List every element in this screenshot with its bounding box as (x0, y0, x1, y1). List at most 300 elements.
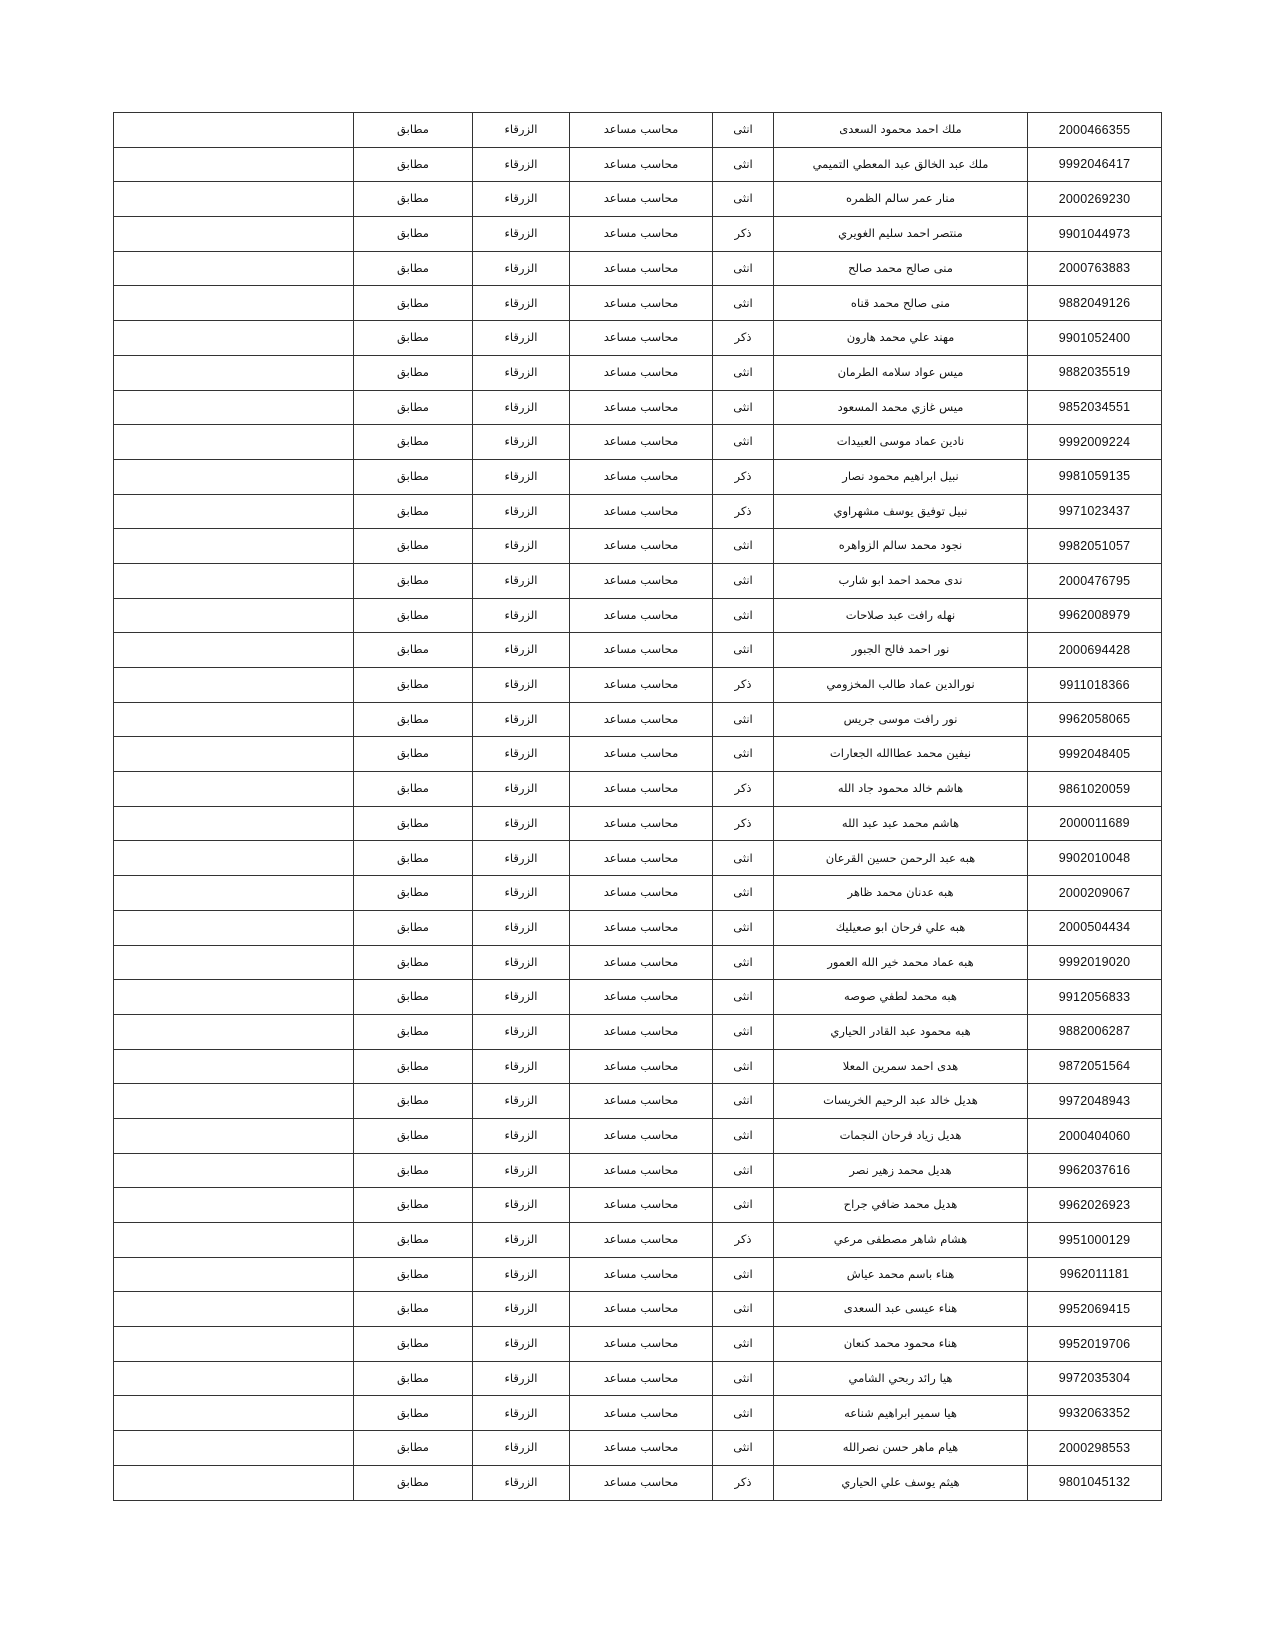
national-id-cell: 9962008979 (1028, 598, 1162, 633)
table-row (114, 841, 1162, 876)
full-name-cell: نور احمد فالح الجبور (774, 633, 1028, 668)
match-status-cell: مطابق (354, 321, 473, 356)
job-title-cell: محاسب مساعد (570, 910, 713, 945)
full-name-cell: هبه عدنان محمد ظاهر (774, 876, 1028, 911)
table-row (114, 1084, 1162, 1119)
notes-cell (114, 1257, 354, 1292)
match-status-cell: مطابق (354, 1292, 473, 1327)
match-status-cell: مطابق (354, 113, 473, 148)
national-id-cell: 9992009224 (1028, 425, 1162, 460)
national-id-cell: 9952019706 (1028, 1327, 1162, 1362)
match-status-cell: مطابق (354, 633, 473, 668)
gender-cell: ذكر (713, 668, 774, 703)
full-name-cell: هيام ماهر حسن نصرالله (774, 1431, 1028, 1466)
match-status-cell: مطابق (354, 147, 473, 182)
notes-cell (114, 1465, 354, 1500)
job-title-cell: محاسب مساعد (570, 1465, 713, 1500)
match-status-cell: مطابق (354, 1118, 473, 1153)
national-id-cell: 2000011689 (1028, 806, 1162, 841)
city-cell: الزرقاء (473, 945, 570, 980)
notes-cell (114, 1153, 354, 1188)
city-cell: الزرقاء (473, 1153, 570, 1188)
gender-cell: انثى (713, 1153, 774, 1188)
national-id-cell: 2000466355 (1028, 113, 1162, 148)
gender-cell: انثى (713, 425, 774, 460)
table-row (114, 702, 1162, 737)
match-status-cell: مطابق (354, 286, 473, 321)
match-status-cell: مطابق (354, 1465, 473, 1500)
notes-cell (114, 980, 354, 1015)
notes-cell (114, 876, 354, 911)
gender-cell: انثى (713, 702, 774, 737)
full-name-cell: ندى محمد احمد ابو شارب (774, 563, 1028, 598)
job-title-cell: محاسب مساعد (570, 390, 713, 425)
national-id-cell: 9951000129 (1028, 1223, 1162, 1258)
gender-cell: ذكر (713, 217, 774, 252)
city-cell: الزرقاء (473, 113, 570, 148)
gender-cell: انثى (713, 1292, 774, 1327)
match-status-cell: مطابق (354, 806, 473, 841)
gender-cell: انثى (713, 1431, 774, 1466)
gender-cell: انثى (713, 113, 774, 148)
match-status-cell: مطابق (354, 598, 473, 633)
table-row (114, 876, 1162, 911)
full-name-cell: هيا سمير ابراهيم شناعه (774, 1396, 1028, 1431)
table-row (114, 737, 1162, 772)
notes-cell (114, 1223, 354, 1258)
city-cell: الزرقاء (473, 147, 570, 182)
table-row (114, 1153, 1162, 1188)
city-cell: الزرقاء (473, 182, 570, 217)
city-cell: الزرقاء (473, 1327, 570, 1362)
notes-cell (114, 563, 354, 598)
applicants-table (113, 112, 1162, 1501)
full-name-cell: هشام شاهر مصطفى مرعي (774, 1223, 1028, 1258)
match-status-cell: مطابق (354, 425, 473, 460)
gender-cell: انثى (713, 182, 774, 217)
city-cell: الزرقاء (473, 980, 570, 1015)
table-row (114, 633, 1162, 668)
notes-cell (114, 910, 354, 945)
match-status-cell: مطابق (354, 494, 473, 529)
notes-cell (114, 1361, 354, 1396)
match-status-cell: مطابق (354, 737, 473, 772)
full-name-cell: هاشم خالد محمود جاد الله (774, 772, 1028, 807)
full-name-cell: هناء محمود محمد كنعان (774, 1327, 1028, 1362)
gender-cell: انثى (713, 147, 774, 182)
table-body (114, 113, 1162, 1501)
full-name-cell: هبه علي فرحان ابو صعيليك (774, 910, 1028, 945)
table-row (114, 1257, 1162, 1292)
city-cell: الزرقاء (473, 1223, 570, 1258)
job-title-cell: محاسب مساعد (570, 1118, 713, 1153)
national-id-cell: 9981059135 (1028, 459, 1162, 494)
match-status-cell: مطابق (354, 1049, 473, 1084)
city-cell: الزرقاء (473, 1292, 570, 1327)
full-name-cell: هبه عبد الرحمن حسين القرعان (774, 841, 1028, 876)
notes-cell (114, 806, 354, 841)
notes-cell (114, 113, 354, 148)
table-row (114, 1361, 1162, 1396)
table-row (114, 1188, 1162, 1223)
job-title-cell: محاسب مساعد (570, 1257, 713, 1292)
full-name-cell: هناء عيسى عبد السعدى (774, 1292, 1028, 1327)
notes-cell (114, 1292, 354, 1327)
match-status-cell: مطابق (354, 217, 473, 252)
city-cell: الزرقاء (473, 529, 570, 564)
table-row (114, 390, 1162, 425)
match-status-cell: مطابق (354, 1014, 473, 1049)
full-name-cell: نهله رافت عبد صلاحات (774, 598, 1028, 633)
national-id-cell: 9882049126 (1028, 286, 1162, 321)
full-name-cell: منى صالح محمد صالح (774, 251, 1028, 286)
national-id-cell: 9962037616 (1028, 1153, 1162, 1188)
national-id-cell: 9972035304 (1028, 1361, 1162, 1396)
national-id-cell: 9882006287 (1028, 1014, 1162, 1049)
national-id-cell: 9901044973 (1028, 217, 1162, 252)
table-row (114, 425, 1162, 460)
gender-cell: ذكر (713, 1223, 774, 1258)
national-id-cell: 9901052400 (1028, 321, 1162, 356)
gender-cell: انثى (713, 529, 774, 564)
table-row (114, 1292, 1162, 1327)
gender-cell: انثى (713, 1327, 774, 1362)
full-name-cell: هديل محمد زهير نصر (774, 1153, 1028, 1188)
gender-cell: انثى (713, 1084, 774, 1119)
notes-cell (114, 772, 354, 807)
table-row (114, 772, 1162, 807)
match-status-cell: مطابق (354, 182, 473, 217)
national-id-cell: 2000694428 (1028, 633, 1162, 668)
match-status-cell: مطابق (354, 1223, 473, 1258)
table-row (114, 355, 1162, 390)
national-id-cell: 9932063352 (1028, 1396, 1162, 1431)
job-title-cell: محاسب مساعد (570, 737, 713, 772)
full-name-cell: منتصر احمد سليم الغويري (774, 217, 1028, 252)
national-id-cell: 9952069415 (1028, 1292, 1162, 1327)
national-id-cell: 9972048943 (1028, 1084, 1162, 1119)
job-title-cell: محاسب مساعد (570, 1327, 713, 1362)
national-id-cell: 9911018366 (1028, 668, 1162, 703)
job-title-cell: محاسب مساعد (570, 702, 713, 737)
match-status-cell: مطابق (354, 1153, 473, 1188)
job-title-cell: محاسب مساعد (570, 876, 713, 911)
city-cell: الزرقاء (473, 772, 570, 807)
notes-cell (114, 217, 354, 252)
match-status-cell: مطابق (354, 1361, 473, 1396)
job-title-cell: محاسب مساعد (570, 459, 713, 494)
notes-cell (114, 1118, 354, 1153)
gender-cell: انثى (713, 841, 774, 876)
notes-cell (114, 355, 354, 390)
match-status-cell: مطابق (354, 945, 473, 980)
full-name-cell: هدى احمد سمرين المعلا (774, 1049, 1028, 1084)
notes-cell (114, 425, 354, 460)
gender-cell: انثى (713, 1188, 774, 1223)
city-cell: الزرقاء (473, 1257, 570, 1292)
job-title-cell: محاسب مساعد (570, 945, 713, 980)
job-title-cell: محاسب مساعد (570, 841, 713, 876)
match-status-cell: مطابق (354, 1257, 473, 1292)
match-status-cell: مطابق (354, 1327, 473, 1362)
notes-cell (114, 1188, 354, 1223)
match-status-cell: مطابق (354, 668, 473, 703)
city-cell: الزرقاء (473, 459, 570, 494)
job-title-cell: محاسب مساعد (570, 980, 713, 1015)
table-row (114, 286, 1162, 321)
gender-cell: انثى (713, 1257, 774, 1292)
full-name-cell: نادين عماد موسى العبيدات (774, 425, 1028, 460)
city-cell: الزرقاء (473, 251, 570, 286)
national-id-cell: 9982051057 (1028, 529, 1162, 564)
table-row (114, 182, 1162, 217)
city-cell: الزرقاء (473, 1361, 570, 1396)
notes-cell (114, 494, 354, 529)
national-id-cell: 9962026923 (1028, 1188, 1162, 1223)
gender-cell: انثى (713, 251, 774, 286)
match-status-cell: مطابق (354, 1431, 473, 1466)
gender-cell: ذكر (713, 806, 774, 841)
city-cell: الزرقاء (473, 1465, 570, 1500)
full-name-cell: هبه محمود عبد القادر الحياري (774, 1014, 1028, 1049)
notes-cell (114, 668, 354, 703)
national-id-cell: 9852034551 (1028, 390, 1162, 425)
notes-cell (114, 1327, 354, 1362)
match-status-cell: مطابق (354, 876, 473, 911)
match-status-cell: مطابق (354, 1084, 473, 1119)
match-status-cell: مطابق (354, 702, 473, 737)
notes-cell (114, 945, 354, 980)
gender-cell: ذكر (713, 1465, 774, 1500)
full-name-cell: هاشم محمد عبد عبد الله (774, 806, 1028, 841)
national-id-cell: 9872051564 (1028, 1049, 1162, 1084)
full-name-cell: مهند علي محمد هارون (774, 321, 1028, 356)
job-title-cell: محاسب مساعد (570, 217, 713, 252)
table-row (114, 806, 1162, 841)
table-row (114, 1049, 1162, 1084)
table-row (114, 1431, 1162, 1466)
city-cell: الزرقاء (473, 425, 570, 460)
notes-cell (114, 390, 354, 425)
full-name-cell: منى صالح محمد قناه (774, 286, 1028, 321)
full-name-cell: منار عمر سالم الظمره (774, 182, 1028, 217)
full-name-cell: هديل خالد عبد الرحيم الخريسات (774, 1084, 1028, 1119)
notes-cell (114, 529, 354, 564)
city-cell: الزرقاء (473, 1431, 570, 1466)
notes-cell (114, 459, 354, 494)
job-title-cell: محاسب مساعد (570, 113, 713, 148)
notes-cell (114, 598, 354, 633)
job-title-cell: محاسب مساعد (570, 1292, 713, 1327)
gender-cell: انثى (713, 598, 774, 633)
full-name-cell: ملك عبد الخالق عبد المعطي التميمي (774, 147, 1028, 182)
gender-cell: انثى (713, 1014, 774, 1049)
city-cell: الزرقاء (473, 1014, 570, 1049)
gender-cell: انثى (713, 1361, 774, 1396)
table-row (114, 563, 1162, 598)
table-row (114, 494, 1162, 529)
notes-cell (114, 1049, 354, 1084)
notes-cell (114, 1396, 354, 1431)
job-title-cell: محاسب مساعد (570, 425, 713, 460)
gender-cell: انثى (713, 563, 774, 598)
full-name-cell: هديل محمد ضافي جراح (774, 1188, 1028, 1223)
full-name-cell: هيا رائد ربحي الشامي (774, 1361, 1028, 1396)
full-name-cell: ملك احمد محمود السعدى (774, 113, 1028, 148)
full-name-cell: نجود محمد سالم الزواهره (774, 529, 1028, 564)
national-id-cell: 2000404060 (1028, 1118, 1162, 1153)
job-title-cell: محاسب مساعد (570, 529, 713, 564)
city-cell: الزرقاء (473, 1084, 570, 1119)
full-name-cell: هيثم يوسف علي الحياري (774, 1465, 1028, 1500)
job-title-cell: محاسب مساعد (570, 1049, 713, 1084)
job-title-cell: محاسب مساعد (570, 1396, 713, 1431)
match-status-cell: مطابق (354, 355, 473, 390)
gender-cell: انثى (713, 945, 774, 980)
national-id-cell: 2000209067 (1028, 876, 1162, 911)
national-id-cell: 9962058065 (1028, 702, 1162, 737)
national-id-cell: 9962011181 (1028, 1257, 1162, 1292)
national-id-cell: 9971023437 (1028, 494, 1162, 529)
full-name-cell: نيفين محمد عطاالله الجعارات (774, 737, 1028, 772)
job-title-cell: محاسب مساعد (570, 598, 713, 633)
full-name-cell: نور رافت موسى جريس (774, 702, 1028, 737)
city-cell: الزرقاء (473, 841, 570, 876)
national-id-cell: 9882035519 (1028, 355, 1162, 390)
national-id-cell: 2000269230 (1028, 182, 1162, 217)
match-status-cell: مطابق (354, 459, 473, 494)
table-row (114, 147, 1162, 182)
table-row (114, 1118, 1162, 1153)
table-row (114, 598, 1162, 633)
job-title-cell: محاسب مساعد (570, 355, 713, 390)
city-cell: الزرقاء (473, 390, 570, 425)
gender-cell: ذكر (713, 772, 774, 807)
job-title-cell: محاسب مساعد (570, 1014, 713, 1049)
national-id-cell: 9861020059 (1028, 772, 1162, 807)
notes-cell (114, 1431, 354, 1466)
gender-cell: انثى (713, 1118, 774, 1153)
national-id-cell: 9992019020 (1028, 945, 1162, 980)
table-row (114, 1465, 1162, 1500)
table-row (114, 251, 1162, 286)
full-name-cell: ميس غازي محمد المسعود (774, 390, 1028, 425)
national-id-cell: 2000298553 (1028, 1431, 1162, 1466)
city-cell: الزرقاء (473, 633, 570, 668)
notes-cell (114, 182, 354, 217)
city-cell: الزرقاء (473, 286, 570, 321)
job-title-cell: محاسب مساعد (570, 806, 713, 841)
match-status-cell: مطابق (354, 910, 473, 945)
match-status-cell: مطابق (354, 390, 473, 425)
city-cell: الزرقاء (473, 563, 570, 598)
match-status-cell: مطابق (354, 980, 473, 1015)
city-cell: الزرقاء (473, 1049, 570, 1084)
table-row (114, 945, 1162, 980)
city-cell: الزرقاء (473, 217, 570, 252)
gender-cell: انثى (713, 286, 774, 321)
job-title-cell: محاسب مساعد (570, 772, 713, 807)
city-cell: الزرقاء (473, 494, 570, 529)
national-id-cell: 9912056833 (1028, 980, 1162, 1015)
city-cell: الزرقاء (473, 1118, 570, 1153)
table-row (114, 217, 1162, 252)
notes-cell (114, 321, 354, 356)
national-id-cell: 2000476795 (1028, 563, 1162, 598)
notes-cell (114, 251, 354, 286)
full-name-cell: نبيل توفيق يوسف مشهراوي (774, 494, 1028, 529)
job-title-cell: محاسب مساعد (570, 494, 713, 529)
match-status-cell: مطابق (354, 1396, 473, 1431)
gender-cell: انثى (713, 633, 774, 668)
national-id-cell: 2000763883 (1028, 251, 1162, 286)
job-title-cell: محاسب مساعد (570, 1084, 713, 1119)
full-name-cell: ميس عواد سلامه الطرمان (774, 355, 1028, 390)
gender-cell: ذكر (713, 459, 774, 494)
job-title-cell: محاسب مساعد (570, 286, 713, 321)
notes-cell (114, 633, 354, 668)
notes-cell (114, 737, 354, 772)
city-cell: الزرقاء (473, 876, 570, 911)
table-row (114, 910, 1162, 945)
job-title-cell: محاسب مساعد (570, 668, 713, 703)
gender-cell: انثى (713, 390, 774, 425)
match-status-cell: مطابق (354, 841, 473, 876)
table-row (114, 1327, 1162, 1362)
job-title-cell: محاسب مساعد (570, 1188, 713, 1223)
gender-cell: انثى (713, 910, 774, 945)
table-row (114, 113, 1162, 148)
table-row (114, 529, 1162, 564)
city-cell: الزرقاء (473, 806, 570, 841)
job-title-cell: محاسب مساعد (570, 1223, 713, 1258)
city-cell: الزرقاء (473, 598, 570, 633)
job-title-cell: محاسب مساعد (570, 1431, 713, 1466)
national-id-cell: 9902010048 (1028, 841, 1162, 876)
national-id-cell: 9992048405 (1028, 737, 1162, 772)
table-row (114, 668, 1162, 703)
gender-cell: انثى (713, 876, 774, 911)
full-name-cell: نبيل ابراهيم محمود نصار (774, 459, 1028, 494)
table-row (114, 1014, 1162, 1049)
match-status-cell: مطابق (354, 251, 473, 286)
notes-cell (114, 702, 354, 737)
full-name-cell: هبه محمد لطفي صوصه (774, 980, 1028, 1015)
gender-cell: انثى (713, 1049, 774, 1084)
city-cell: الزرقاء (473, 737, 570, 772)
job-title-cell: محاسب مساعد (570, 563, 713, 598)
job-title-cell: محاسب مساعد (570, 251, 713, 286)
gender-cell: ذكر (713, 321, 774, 356)
city-cell: الزرقاء (473, 321, 570, 356)
table-row (114, 321, 1162, 356)
city-cell: الزرقاء (473, 668, 570, 703)
job-title-cell: محاسب مساعد (570, 1361, 713, 1396)
full-name-cell: هناء باسم محمد عياش (774, 1257, 1028, 1292)
national-id-cell: 9992046417 (1028, 147, 1162, 182)
full-name-cell: نورالدين عماد طالب المخزومي (774, 668, 1028, 703)
job-title-cell: محاسب مساعد (570, 147, 713, 182)
match-status-cell: مطابق (354, 772, 473, 807)
city-cell: الزرقاء (473, 702, 570, 737)
city-cell: الزرقاء (473, 910, 570, 945)
notes-cell (114, 1014, 354, 1049)
notes-cell (114, 147, 354, 182)
match-status-cell: مطابق (354, 563, 473, 598)
table-row (114, 980, 1162, 1015)
table-row (114, 1396, 1162, 1431)
table-row (114, 1223, 1162, 1258)
